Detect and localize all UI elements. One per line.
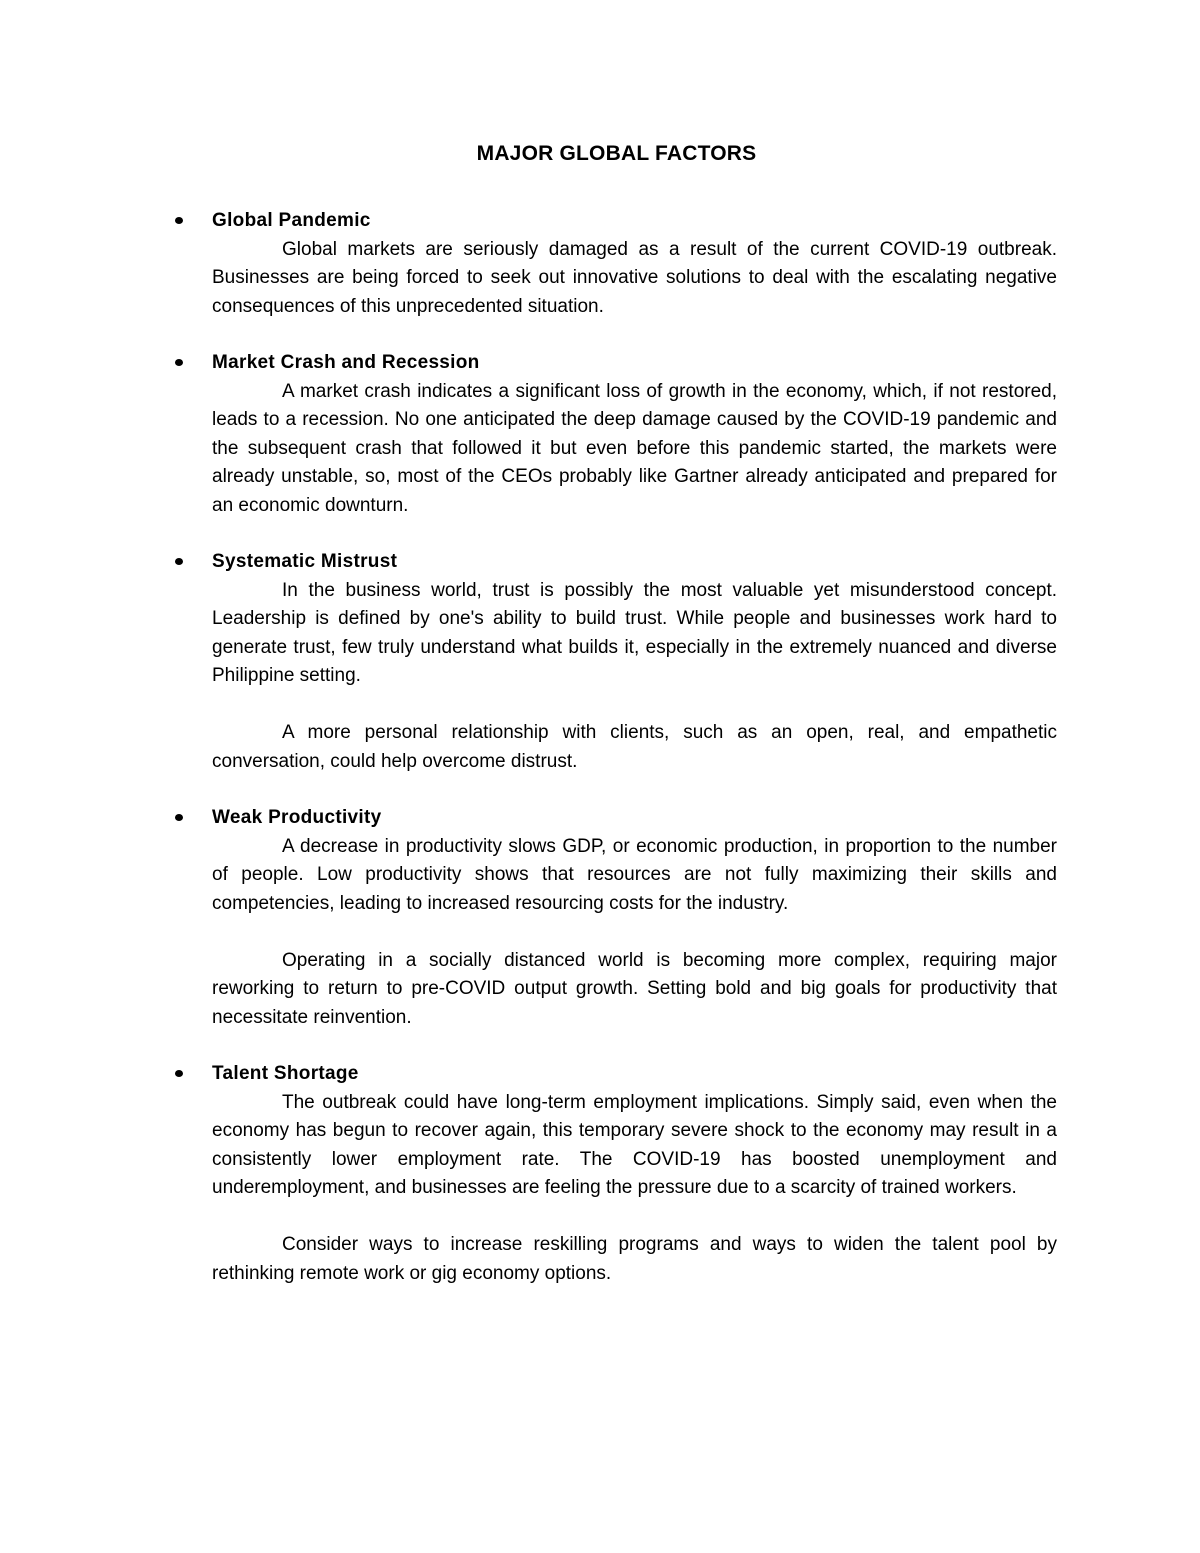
section-heading: Systematic Mistrust xyxy=(212,551,398,572)
section-paragraph: Operating in a socially distanced world is becoming more complex, requiring major reworking to return to pre-COVID output growth. Setting bold and big goals for productivity that necessitate reinvention. xyxy=(212,949,1057,1028)
section-paragraph: A market crash indicates a significant loss of growth in the economy, which, if not restored, leads to a recession. No one anticipated the deep damage caused by the COVID-19 pandemic and the subsequent crash that followed it but even before this pandemic started, the markets were already unstable, so, most of the CEOs probably like Gartner already anticipated and prepared for an economic downturn. xyxy=(212,380,1057,516)
sections-list xyxy=(212,207,1057,1316)
bullet-icon xyxy=(175,558,183,565)
bullet-icon xyxy=(175,217,183,224)
bullet-icon xyxy=(175,1070,183,1077)
section-market-crash-and-recession xyxy=(212,349,1057,520)
page-title: MAJOR GLOBAL FACTORS xyxy=(476,142,757,165)
section-paragraph: Global markets are seriously damaged as a result of the current COVID-19 outbreak. Businesses are being forced to seek out innovative solutions to deal with the escalating negative consequences of this unprecedented situation. xyxy=(212,238,1057,317)
section-paragraph: Consider ways to increase reskilling programs and ways to widen the talent pool by rethinking remote work or gig economy options. xyxy=(212,1234,1057,1284)
section-paragraph: A decrease in productivity slows GDP, or economic production, in proportion to the number of people. Low productivity shows that resources are not fully maximizing their skills and competencies, leading to increased resourcing costs for the industry. xyxy=(212,835,1057,914)
section-heading: Talent Shortage xyxy=(212,1063,359,1084)
section-paragraph: The outbreak could have long-term employment implications. Simply said, even when the economy has begun to recover again, this temporary severe shock to the economy may result in a consistently lower employment rate. The COVID-19 has boosted unemployment and underemployment, and businesses are feeling the pressure due to a scarcity of trained workers. xyxy=(212,1091,1057,1198)
section-heading: Weak Productivity xyxy=(212,807,382,828)
section-heading: Global Pandemic xyxy=(212,210,371,231)
section-heading: Market Crash and Recession xyxy=(212,352,480,373)
section-systematic-mistrust xyxy=(212,548,1057,776)
section-paragraph: In the business world, trust is possibly the most valuable yet misunderstood concept. Leadership is defined by one's ability to build trust. While people and businesses work hard to generate trust, few truly understand what builds it, especially in the extremely nuanced and diverse Philippine setting. xyxy=(212,579,1057,686)
section-weak-productivity xyxy=(212,804,1057,1032)
bullet-icon xyxy=(175,359,183,366)
section-talent-shortage xyxy=(212,1060,1057,1288)
bullet-icon xyxy=(175,814,183,821)
section-global-pandemic xyxy=(212,207,1057,321)
section-paragraph: A more personal relationship with clients, such as an open, real, and empathetic conversation, could help overcome distrust. xyxy=(212,722,1057,772)
